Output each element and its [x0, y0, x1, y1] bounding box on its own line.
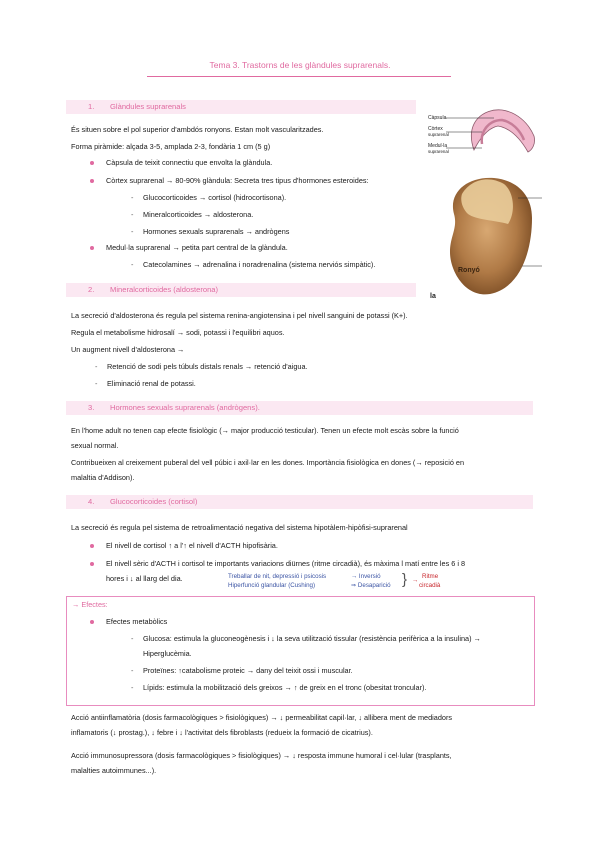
bullet-item: El nivell sèric d'ACTH i cortisol te importants variacions diürnes (ritme circadià), és màxima l matí entre les 6 i 8 [106, 559, 466, 568]
bullet-item: Càpsula de teixit connectiu que envolta la glàndula. [106, 158, 273, 167]
sub-item: - Mineralcorticoides → aldosterona. [143, 210, 253, 220]
page-title: Tema 3. Trastorns de les glàndules suprarenals. [209, 60, 391, 70]
flow-final-1: Ritme [422, 573, 439, 580]
title-rule [147, 76, 451, 77]
sub-item-continuation: Hiperglucèmia. [143, 649, 192, 658]
figure-label: suprarenal [428, 149, 449, 154]
sub-item: - Retenció de sodi pels túbuls distals renals → retenció d'aigua. [107, 362, 308, 372]
paragraph: És situen sobre el pol superior d'ambdós ronyons. Estan molt vascularitzades. [71, 125, 324, 134]
figure-label: Càpsula [428, 115, 447, 121]
section-number: 1. [88, 102, 95, 111]
figure-label: suprarenal [428, 132, 449, 137]
flow-final-2: circadià [419, 582, 441, 589]
flow-result-1: → Inversió [351, 573, 381, 580]
section-heading-1 [66, 100, 416, 114]
paragraph: sexual normal. [71, 441, 119, 450]
section-title: Glàndules suprarenals [110, 102, 186, 111]
section-number: 2. [88, 285, 95, 294]
bullet-item: El nivell de cortisol ↑ a l'↑ el nivell d'ACTH hipofisària. [106, 541, 278, 550]
figure-label: la [430, 293, 436, 298]
section-heading-3 [66, 401, 533, 415]
flow-result-2: ⇒ Desaparició [351, 582, 391, 589]
paragraph: La secreció d'aldosterona és regula pel sistema renina-angiotensina i pel nivell sanguini de potassi (K+). [71, 311, 408, 320]
sub-item: - Glucocorticoides → cortisol (hidrocortisona). [143, 193, 286, 203]
figure-label: Ronyó [458, 267, 480, 274]
sub-item: - Proteïnes: ↑catabolisme proteic → dany del teixit ossi i muscular. [143, 666, 353, 676]
figure-label: Medul·la [428, 143, 448, 149]
adrenal-gland-figure [424, 102, 546, 298]
sub-item: - Glucosa: estimula la gluconeogènesis i ↓ la seva utilització tissular (resistència perifèrica a la insulina) → [143, 634, 481, 644]
bullet-item: Efectes metabòlics [106, 617, 168, 626]
bullet-item: Còrtex suprarenal → 80-90% glàndula: Secreta tres tipus d'hormones esteroides: [106, 176, 369, 185]
flow-brace: } [402, 571, 408, 588]
paragraph: Contribueixen al creixement puberal del vell púbic i axil·lar en les dones. Importància fisiològica en dones (→ reposició en [71, 458, 465, 467]
paragraph: Un augment nivell d'aldosterona → [71, 345, 185, 354]
section-number: 3. [88, 403, 95, 412]
section-heading-2 [66, 283, 416, 297]
section-number: 4. [88, 497, 95, 506]
sub-item: - Hormones sexuals suprarenals → andrògens [143, 227, 289, 237]
paragraph: malalties autoimmunes...). [71, 766, 157, 775]
effects-title: → Efectes: [72, 600, 108, 609]
bullet-item: Medul·la suprarenal → petita part central de la glàndula. [106, 243, 288, 252]
section-title: Mineralcorticoides (aldosterona) [110, 285, 219, 294]
paragraph: Forma piràmide: alçada 3-5, amplada 2-3, fondària 1 cm (5 g) [71, 142, 271, 151]
paragraph: Regula el metabolisme hidrosalí → sodi, potassi i l'equilibri aquos. [71, 328, 285, 337]
paragraph: En l'home adult no tenen cap efecte fisiològic (→ major producció testicular). Tenen un efecte molt escàs sobre la funció [71, 426, 459, 435]
sub-item: - Lípids: estimula la mobilització dels greixos → ↑ de greix en el tronc (obesitat troncular). [143, 683, 427, 693]
paragraph: malaltia d'Addison). [71, 473, 135, 482]
figure-label: Còrtex [428, 126, 443, 132]
sub-item: - Catecolamines → adrenalina i noradrenalina (sistema nerviós simpàtic). [143, 260, 375, 270]
flow-cause-1: Treballar de nit, depressió i psicosis [228, 573, 327, 580]
paragraph: Acció immunosupressora (dosis farmacològiques > fisiològiques) → ↓ resposta immune humoral i cel·lular (trasplants, [71, 751, 452, 760]
paragraph: La secreció és regula pel sistema de retroalimentació negativa del sistema hipotàlem-hipòfisi-suprarenal [71, 523, 408, 532]
section-heading-4 [66, 495, 533, 509]
paragraph: inflamatoris (↓ prostag.), ↓ febre i ↓ l'activitat dels fibroblasts (redueix la formació de cicatrius). [71, 728, 373, 737]
bullet-continuation: hores i ↓ al llarg del dia. [106, 574, 183, 583]
section-title: Glucocorticoides (cortisol) [110, 497, 198, 506]
sub-item: - Eliminació renal de potassi. [107, 379, 196, 389]
paragraph: Acció antiinflamatòria (dosis farmacològiques > fisiològiques) → ↓ permeabilitat capil·lar, ↓ allibera ment de mediadors [71, 713, 453, 722]
flow-arrow: → [412, 577, 419, 584]
section-title: Hormones sexuals suprarenals (andrògens). [110, 403, 260, 412]
flow-cause-2: Hiperfunció glandular (Cushing) [228, 582, 316, 589]
